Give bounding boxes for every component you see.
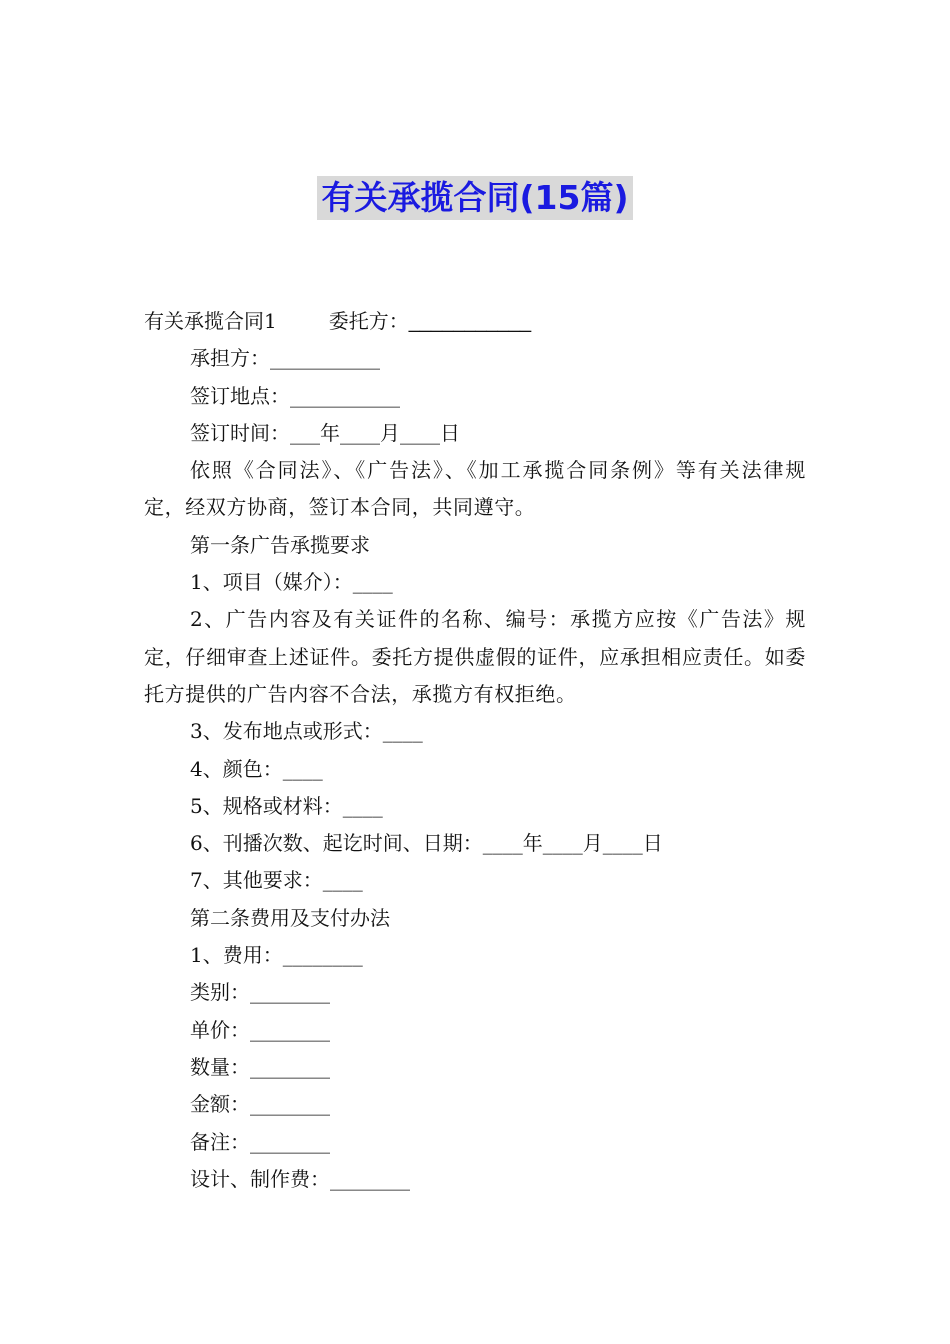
article-1-item-3: 3、发布地点或形式：____ bbox=[190, 719, 423, 744]
contract-header-line bbox=[144, 303, 806, 340]
article-2-item-1: 1、费用：________ bbox=[190, 943, 363, 968]
article-2-remark: 备注：________ bbox=[190, 1129, 330, 1154]
article-2-category: 类别：________ bbox=[190, 980, 330, 1005]
client-label: 委托方： bbox=[328, 309, 409, 333]
article-2-price: 单价：________ bbox=[190, 1017, 330, 1042]
title-container bbox=[0, 176, 950, 220]
article-2-design-fee: 设计、制作费：________ bbox=[190, 1166, 410, 1191]
article-1-item-7: 7、其他要求：____ bbox=[190, 868, 363, 893]
contractor-line: 承担方：___________ bbox=[190, 346, 380, 371]
article-1-item-1: 1、项目（媒介）：____ bbox=[190, 570, 393, 595]
article-2-heading: 第二条费用及支付办法 bbox=[190, 905, 390, 930]
sign-place-line: 签订地点：___________ bbox=[190, 383, 400, 408]
document-title: 有关承揽合同(15篇) bbox=[317, 176, 632, 220]
client-blank: ___________ bbox=[408, 311, 532, 333]
article-1-heading: 第一条广告承揽要求 bbox=[190, 532, 370, 557]
article-1-item-5: 5、规格或材料：____ bbox=[190, 793, 383, 818]
article-1-item-6: 6、刊播次数、起讫时间、日期：____年____月____日 bbox=[190, 831, 663, 856]
document-body bbox=[144, 303, 806, 1198]
contract-number: 有关承揽合同1 bbox=[144, 309, 277, 333]
article-2-quantity: 数量：________ bbox=[190, 1054, 330, 1079]
intro-paragraph: 依照《合同法》、《广告法》、《加工承揽合同条例》等有关法律规定，经双方协商，签订本合同，共同遵守。 bbox=[144, 458, 806, 520]
article-1-item-4: 4、颜色：____ bbox=[190, 756, 323, 781]
sign-time-line: 签订时间：___年____月____日 bbox=[190, 420, 460, 445]
article-2-amount: 金额：________ bbox=[190, 1092, 330, 1117]
article-1-item-2: 2、广告内容及有关证件的名称、编号：承揽方应按《广告法》规定，仔细审查上述证件。委托方提供虚假的证件，应承担相应责任。如委托方提供的广告内容不合法，承揽方有权拒绝。 bbox=[144, 607, 806, 706]
